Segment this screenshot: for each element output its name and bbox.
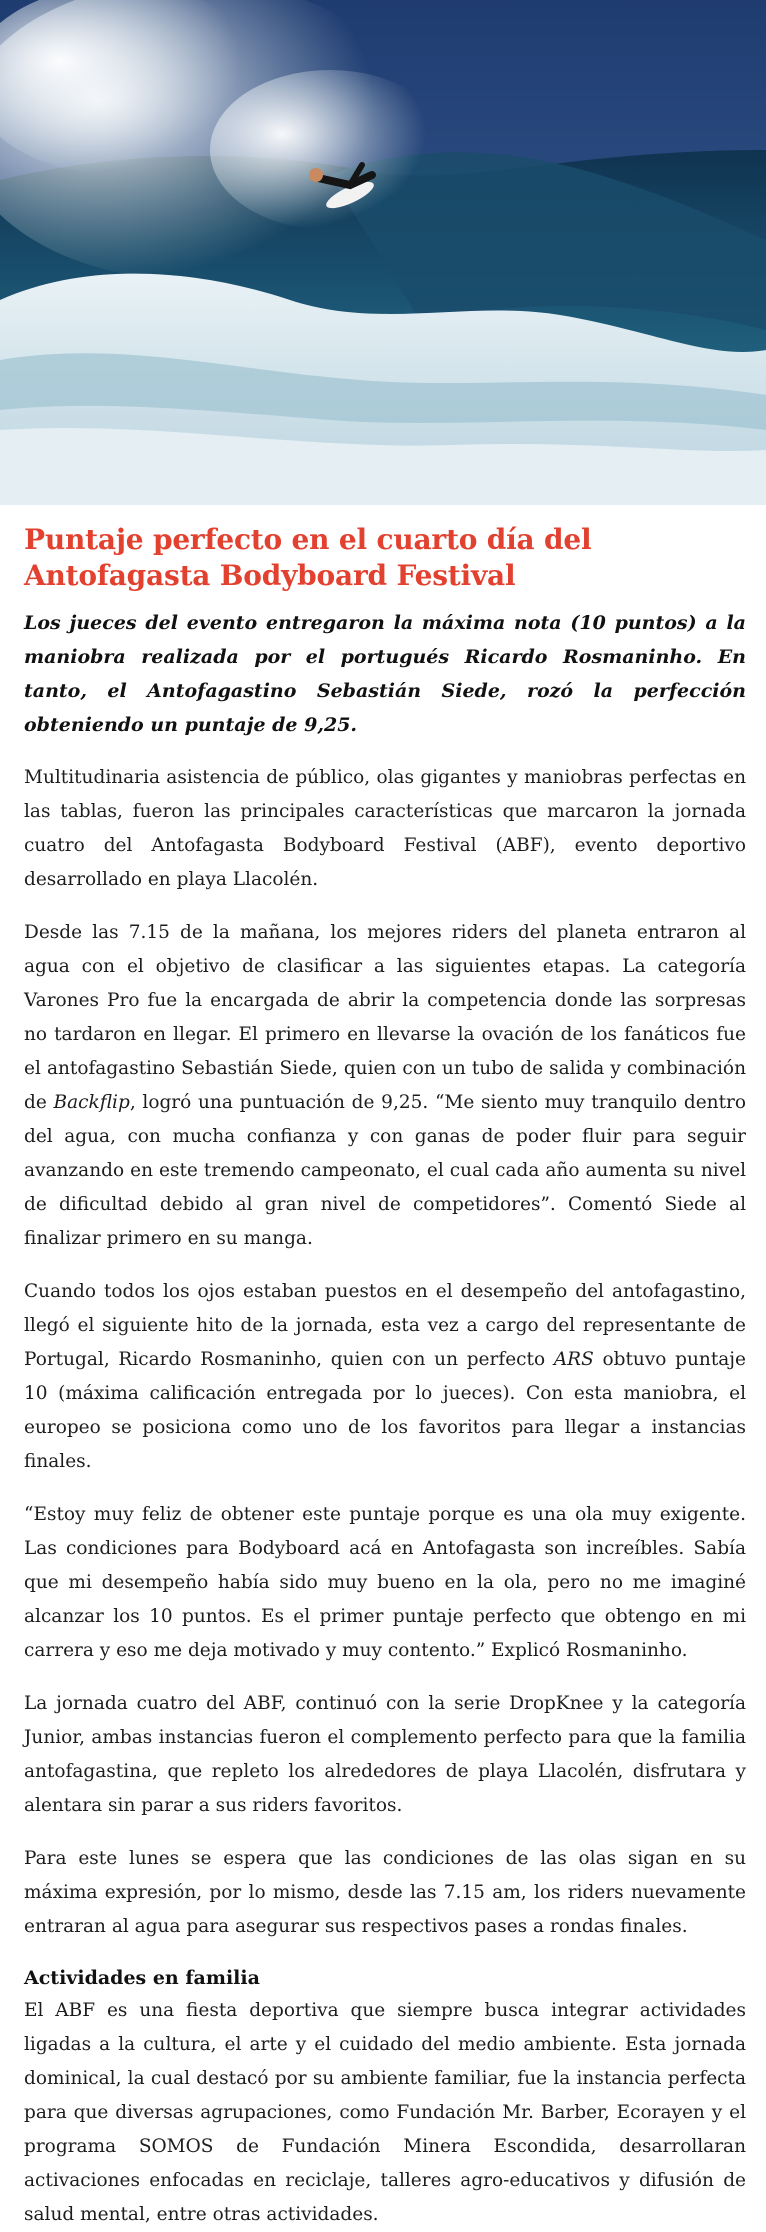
- paragraph-3-part-b: obtuvo puntaje 10 (máxima calificación entregada por lo jueces). Con esta maniobra, el europeo se posiciona como uno de los favoritos para llegar a instancias finales.: [24, 1349, 746, 1472]
- article-body: [24, 522, 746, 2232]
- article-lead: Los jueces del evento entregaron la máxima nota (10 puntos) a la maniobra realizada por el portugués Ricardo Rosmaninho. En tanto, el Antofagastino Sebastián Siede, rozó la perfección obteniendo un puntaje de 9,25.: [24, 612, 746, 736]
- paragraph-2-part-a: Desde las 7.15 de la mañana, los mejores riders del planeta entraron al agua con el objetivo de clasificar a las siguientes etapas. La categoría Varones Pro fue la encargada de abrir la competencia donde las sorpresas no tardaron en llegar. El primero en llevarse la ovación de los fanáticos fue el antofagastino Sebastián Siede, quien con un tubo de salida y combinación de: [24, 922, 746, 1113]
- paragraph-3-emphasis: ARS: [553, 1349, 594, 1370]
- paragraph-6: Para este lunes se espera que las condiciones de las olas sigan en su máxima expresión, por lo mismo, desde las 7.15 am, los riders nuevamente entraran al agua para asegurar sus respectivos pases a rondas finales.: [24, 1848, 746, 1937]
- section-subheading: Actividades en familia: [24, 1967, 260, 1989]
- paragraph-7: El ABF es una fiesta deportiva que siempre busca integrar actividades ligadas a la cultura, el arte y el cuidado del medio ambiente. Esta jornada dominical, la cual destacó por su ambiente familiar, fue la instancia perfecta para que diversas agrupaciones, como Fundación Mr. Barber, Ecorayen y el programa SOMOS de Fundación Minera Escondida, desarrollaran activaciones enfocadas en reciclaje, talleres agro-educativos y difusión de salud mental, entre otras actividades.: [24, 2000, 746, 2225]
- paragraph-1: Multitudinaria asistencia de público, olas gigantes y maniobras perfectas en las tablas, fueron las principales características que marcaron la jornada cuatro del Antofagasta Bodyboard Festival (ABF), evento deportivo desarrollado en playa Llacolén.: [24, 767, 746, 890]
- paragraph-2-emphasis: Backflip: [53, 1092, 130, 1113]
- paragraph-5: La jornada cuatro del ABF, continuó con la serie DropKnee y la categoría Junior, ambas instancias fueron el complemento perfecto para que la familia antofagastina, que repleto los alrededores de playa Llacolén, disfrutara y alentara sin parar a sus riders favoritos.: [24, 1693, 746, 1816]
- article-title: Puntaje perfecto en el cuarto día del Antofagasta Bodyboard Festival: [24, 523, 592, 592]
- hero-image: [0, 0, 766, 505]
- paragraph-2: [24, 916, 746, 1256]
- paragraph-2-part-b: , logró una puntuación de 9,25. “Me siento muy tranquilo dentro del agua, con mucha confianza y con ganas de poder fluir para seguir avanzando en este tremendo campeonato, el cual cada año aumenta su nivel de dificultad debido al gran nivel de competidores”. Comentó Siede al finalizar primero en su manga.: [24, 1092, 746, 1249]
- paragraph-3: [24, 1275, 746, 1479]
- paragraph-4: “Estoy muy feliz de obtener este puntaje porque es una ola muy exigente. Las condiciones para Bodyboard acá en Antofagasta son increíbles. Sabía que mi desempeño había sido muy bueno en la ola, pero no me imaginé alcanzar los 10 puntos. Es el primer puntaje perfecto que obtengo en mi carrera y eso me deja motivado y muy contento.” Explicó Rosmaninho.: [24, 1504, 746, 1661]
- paragraph-3-part-a: Cuando todos los ojos estaban puestos en el desempeño del antofagastino, llegó el siguiente hito de la jornada, esta vez a cargo del representante de Portugal, Ricardo Rosmaninho, quien con un perfecto: [24, 1281, 746, 1370]
- surfing-wave-photo-icon: [0, 0, 766, 505]
